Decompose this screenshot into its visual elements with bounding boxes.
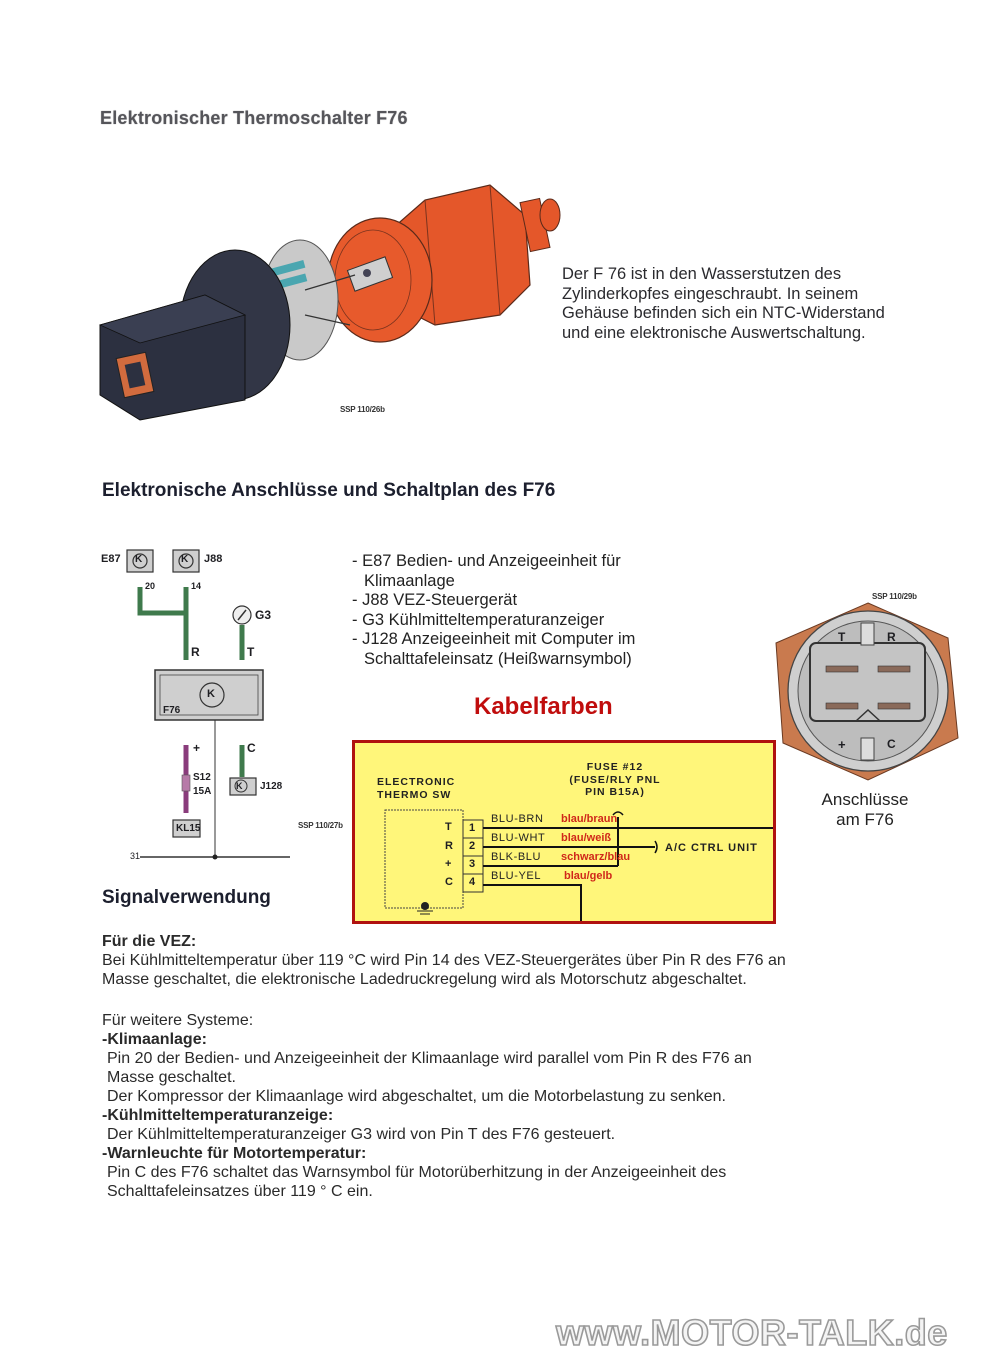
kabelfarben-title: Kabelfarben — [474, 693, 613, 720]
sensor-description — [562, 265, 885, 343]
connector-pin-t: T — [838, 630, 846, 644]
section-title-thermoschalter: Elektronischer Thermoschalter F76 — [100, 108, 408, 128]
pin-plus: + — [193, 741, 201, 755]
pin-20: 20 — [145, 581, 156, 591]
description-line: Zylinderkopfes eingeschraubt. In seinem — [562, 284, 859, 303]
fuse-label — [545, 761, 685, 799]
relay-symbol: K — [135, 554, 143, 565]
klima-text-line: Pin 20 der Bedien- und Anzeigeeinheit der Klimaanlage wird parallel vom Pin R des F76 an — [107, 1050, 752, 1067]
wire-4 — [483, 885, 581, 921]
pin-slot-c — [878, 703, 910, 709]
label-kl15: KL15 — [176, 823, 201, 834]
legend-item-cont: Schalttafeleinsatz (Heißwarnsymbol) — [364, 649, 632, 668]
pin-number: 3 — [469, 858, 476, 870]
image-caption-27b: SSP 110/27b — [298, 821, 343, 830]
wire-color-german: blau/weiß — [561, 832, 612, 844]
description-line: und eine elektronische Auswertschaltung. — [562, 323, 866, 342]
warn-heading: -Warnleuchte für Motortemperatur: — [102, 1145, 367, 1162]
fuse-label-line2: (FUSE/RLY PNL — [569, 773, 661, 786]
connector-plug — [100, 250, 290, 420]
connector-label — [800, 790, 930, 830]
thermo-switch-label — [377, 776, 455, 802]
warn-text-line: Schalttafeleinsatzes über 119 ° C ein. — [107, 1183, 373, 1200]
pin-letter: R — [445, 840, 453, 852]
pin-letter: C — [445, 876, 453, 888]
schematic-lines — [95, 545, 315, 865]
wire-code: BLK-BLU — [491, 851, 542, 863]
connector-pin-r: R — [887, 630, 896, 644]
wire-code: BLU-WHT — [491, 832, 546, 844]
weitere-intro: Für weitere Systeme: — [102, 1012, 254, 1029]
wire-color-german: blau/gelb — [564, 870, 613, 882]
thermo-switch-label-line2: THERMO SW — [377, 789, 452, 801]
pin-c: C — [247, 741, 256, 755]
warn-text-line: Pin C des F76 schaltet das Warnsymbol für Motorüberhitzung in der Anzeigeeinheit des — [107, 1164, 727, 1181]
vez-heading: Für die VEZ: — [102, 933, 197, 950]
label-f76: F76 — [163, 705, 181, 716]
klima-text-line: Masse geschaltet. — [107, 1069, 236, 1086]
label-g3: G3 — [255, 608, 272, 622]
pin-slot-r — [878, 666, 910, 672]
relay-symbol: K — [236, 781, 243, 791]
label-s12: S12 — [193, 772, 211, 783]
kuehl-heading: -Kühlmitteltemperaturanzeige: — [102, 1107, 334, 1124]
legend-item: - J128 Anzeigeeinheit mit Computer im — [352, 630, 636, 648]
klima-text-line: Der Kompressor der Klimaanlage wird abgeschaltet, um die Motorbelastung zu senken. — [107, 1088, 726, 1105]
label-15a: 15A — [193, 786, 212, 797]
pin-slot-plus — [826, 703, 858, 709]
connector-pin-c: C — [887, 737, 896, 751]
vez-text-line: Bei Kühlmitteltemperatur über 119 °C wird Pin 14 des VEZ-Steuergerätes über Pin R des F76 an — [102, 952, 786, 969]
wire-color-box — [352, 740, 776, 924]
description-line: Der F 76 ist in den Wasserstutzen des — [562, 265, 842, 283]
connector-label-line2: am F76 — [836, 810, 894, 829]
wire-color-german: schwarz/blau — [561, 851, 631, 863]
vez-text-line: Masse geschaltet, die elektronische Ladedruckregelung wird als Motorschutz abgeschaltet. — [102, 971, 747, 988]
legend-item: - G3 Kühlmitteltemperaturanzeiger — [352, 610, 605, 629]
klima-heading: -Klimaanlage: — [102, 1031, 207, 1048]
pin-number: 1 — [469, 822, 476, 834]
description-line: Gehäuse befinden sich ein NTC-Widerstand — [562, 304, 885, 322]
wire-code: BLU-BRN — [491, 813, 544, 825]
label-ground-31: 31 — [130, 851, 141, 861]
ac-ctrl-unit-label: A/C CTRL UNIT — [665, 842, 758, 854]
connector-face — [768, 598, 968, 783]
pin-r: R — [191, 645, 200, 659]
watermark-logo: www.MOTOR-TALK.de — [556, 1312, 948, 1353]
pin-t: T — [247, 645, 255, 659]
section-title-anschluesse: Elektronische Anschlüsse und Schaltplan des F76 — [102, 480, 556, 501]
section-title-signalverwendung: Signalverwendung — [102, 887, 271, 908]
sensor-body — [328, 185, 560, 342]
thermo-switch-label-line1: ELECTRONIC — [377, 776, 456, 788]
signal-vez-block — [102, 932, 942, 989]
image-caption-29b: SSP 110/29b — [872, 592, 917, 601]
wiring-schematic — [95, 545, 315, 865]
label-j128: J128 — [260, 781, 283, 792]
relay-symbol: K — [207, 688, 215, 700]
pin-letter: T — [445, 821, 452, 833]
pin-slot-t — [826, 666, 858, 672]
image-caption-26b: SSP 110/26b — [340, 405, 385, 414]
pin-number: 4 — [469, 876, 476, 888]
pin-letter: + — [445, 858, 452, 870]
kuehl-text-line: Der Kühlmitteltemperaturanzeiger G3 wird von Pin T des F76 gesteuert. — [107, 1126, 616, 1143]
sensor-illustration — [95, 175, 565, 425]
wire-code: BLU-YEL — [491, 870, 542, 882]
legend-item: - E87 Bedien- und Anzeigeeinheit für — [352, 552, 621, 570]
fuse-label-line3: PIN B15A) — [585, 786, 645, 798]
connector-pin-plus: + — [838, 737, 846, 752]
fuse-s12 — [182, 775, 190, 791]
signal-other-block — [102, 1011, 942, 1201]
label-j88: J88 — [204, 553, 223, 565]
legend-item: - J88 VEZ-Steuergerät — [352, 591, 518, 609]
component-legend — [352, 552, 635, 669]
relay-symbol: K — [181, 554, 189, 565]
label-e87: E87 — [101, 553, 121, 565]
pin-number: 2 — [469, 840, 476, 852]
connector-label-line1: Anschlüsse — [821, 790, 909, 809]
legend-item-cont: Klimaanlage — [364, 571, 455, 590]
fuse-label-line1: FUSE #12 — [586, 761, 644, 773]
wire-color-german: blau/braun — [561, 813, 618, 825]
pin-14: 14 — [191, 581, 202, 591]
